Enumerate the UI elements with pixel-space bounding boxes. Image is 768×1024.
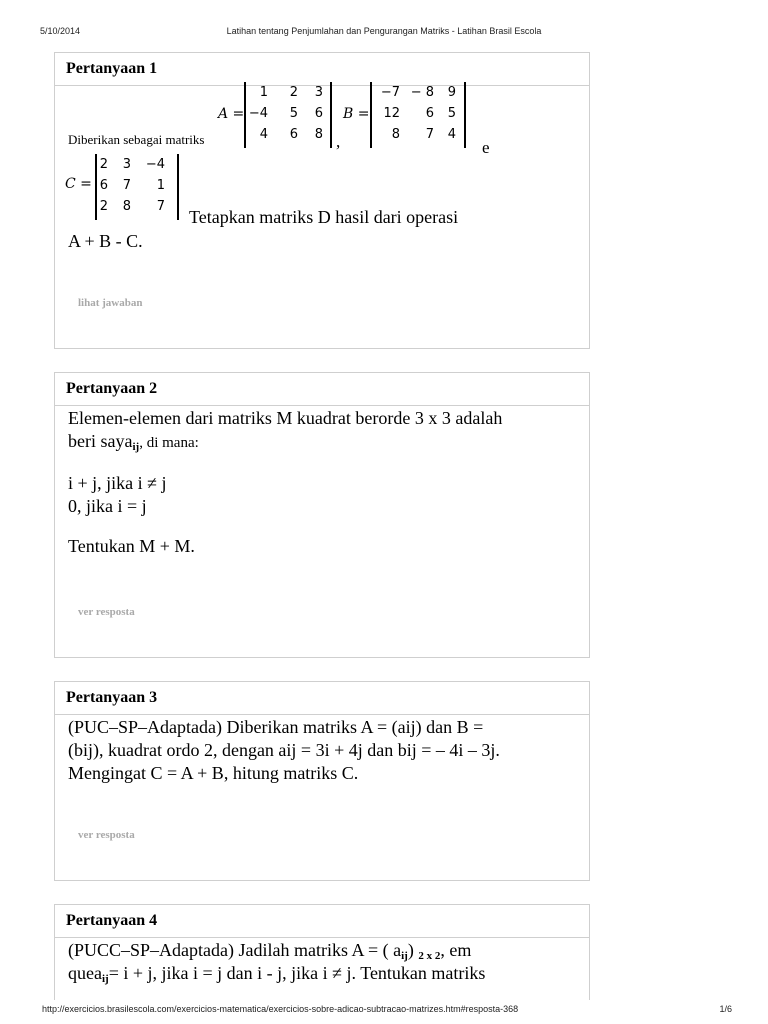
matrix-cell: −7 — [380, 85, 400, 100]
matrix-cell: 1 — [156, 178, 165, 193]
question-card-2 — [54, 372, 590, 658]
matrix-cell: 5 — [447, 106, 456, 121]
question-text — [68, 962, 577, 985]
matrix-row — [97, 196, 177, 217]
matrix-cell: 6 — [425, 106, 434, 121]
matrix-row — [372, 82, 464, 103]
question-text-part: , di mana: — [139, 435, 199, 451]
matrix-row — [97, 154, 177, 175]
subscript: ij — [401, 950, 408, 962]
matrix-row — [246, 103, 330, 124]
matrix-cell: 9 — [447, 85, 456, 100]
matrix-cell: 6 — [99, 178, 108, 193]
matrix-cell: 1 — [259, 85, 268, 100]
matrix-cell: 8 — [391, 127, 400, 142]
question-text-part: beri saya — [68, 431, 133, 451]
question-text-part: ) — [407, 940, 414, 960]
view-answer-link[interactable]: ver resposta — [78, 606, 135, 618]
question-text: Elemen-elemen dari matriks M kuadrat berorde 3 x 3 adalah — [68, 408, 503, 428]
question-text-part: = i + j, jika i = j dan i - j, jika i ≠ j. Tentukan matriks — [108, 963, 486, 983]
question-card-1 — [54, 52, 590, 349]
matrix-row — [97, 175, 177, 196]
matrix-cell: 6 — [289, 127, 298, 142]
question-text-part: (PUCC–SP–Adaptada) Jadilah matriks A = ( a — [68, 940, 402, 960]
matrix-cell: −4 — [248, 106, 268, 121]
question-body — [55, 406, 589, 618]
question-text — [68, 430, 577, 455]
question-card-4 — [54, 904, 590, 1000]
question-text-part: , em — [440, 940, 472, 960]
question-title: Pertanyaan 4 — [55, 905, 589, 938]
subscript: 2 x 2 — [418, 950, 441, 962]
question-text — [68, 939, 577, 962]
matrix-cell: 4 — [447, 127, 456, 142]
subscript: ij — [132, 441, 140, 453]
question-body — [55, 715, 589, 841]
view-answer-link[interactable]: lihat jawaban — [78, 297, 143, 309]
condition-text: i + j, jika i ≠ j — [68, 473, 167, 493]
matrix-cell: 4 — [259, 127, 268, 142]
view-answer-link[interactable]: ver resposta — [78, 829, 135, 841]
matrix-cell: 6 — [314, 106, 323, 121]
matrix-cell: 2 — [99, 157, 108, 172]
matrix-cell: 7 — [122, 178, 131, 193]
matrix-a-name: A = — [218, 106, 245, 122]
print-page-title: Latihan tentang Penjumlahan dan Pengurangan Matriks - Latihan Brasil Escola — [226, 26, 542, 36]
matrix-cell: 3 — [122, 157, 131, 172]
matrix-separator: , — [336, 132, 341, 151]
matrix-cell: 2 — [99, 199, 108, 214]
matrix-c — [95, 154, 179, 220]
matrix-cell: −4 — [145, 157, 165, 172]
print-header — [0, 26, 768, 38]
matrix-b-name: B = — [343, 106, 370, 122]
matrix-c-name: C = — [65, 176, 92, 192]
matrix-cell: − 8 — [410, 85, 434, 100]
matrix-row — [372, 124, 464, 145]
print-url: http://exercicios.brasilescola.com/exercicios-matematica/exercicios-sobre-adicao-subtracao-matrizes.htm#resposta-368 — [42, 1004, 519, 1014]
question-text: Mengingat C = A + B, hitung matriks C. — [68, 763, 359, 783]
matrix-row — [372, 103, 464, 124]
matrix-row — [246, 124, 330, 145]
matrix-b — [370, 82, 466, 148]
matrix-cell: 7 — [156, 199, 165, 214]
matrix-row — [246, 82, 330, 103]
question-text-part: quea — [68, 963, 102, 983]
print-footer — [0, 1004, 768, 1016]
matrix-a — [244, 82, 332, 148]
question-body — [55, 938, 589, 985]
question-card-3 — [54, 681, 590, 881]
question-text: (bij), kuadrat ordo 2, dengan aij = 3i + 4j dan bij = – 4i – 3j. — [68, 740, 500, 760]
matrix-cell: 8 — [314, 127, 323, 142]
question-intro: Diberikan sebagai matriks — [68, 132, 205, 147]
print-date: 5/10/2014 — [40, 26, 81, 36]
question-text: (PUC–SP–Adaptada) Diberikan matriks A = (aij) dan B = — [68, 717, 484, 737]
print-page-number: 1/6 — [719, 1004, 732, 1014]
conjunction-text: e — [482, 138, 490, 157]
matrix-cell: 5 — [289, 106, 298, 121]
matrix-cell: 7 — [425, 127, 434, 142]
question-task: Tentukan M + M. — [68, 536, 195, 556]
matrix-cell: 2 — [289, 85, 298, 100]
subscript: ij — [101, 973, 109, 985]
matrix-cell: 3 — [314, 85, 323, 100]
question-text: Tetapkan matriks D hasil dari operasi — [189, 207, 459, 227]
question-title: Pertanyaan 2 — [55, 373, 589, 406]
matrix-cell: 12 — [383, 106, 400, 121]
question-title: Pertanyaan 1 — [55, 53, 589, 86]
matrix-cell: 8 — [122, 199, 131, 214]
question-text: A + B - C. — [68, 231, 143, 251]
condition-text: 0, jika i = j — [68, 496, 147, 516]
question-title: Pertanyaan 3 — [55, 682, 589, 715]
